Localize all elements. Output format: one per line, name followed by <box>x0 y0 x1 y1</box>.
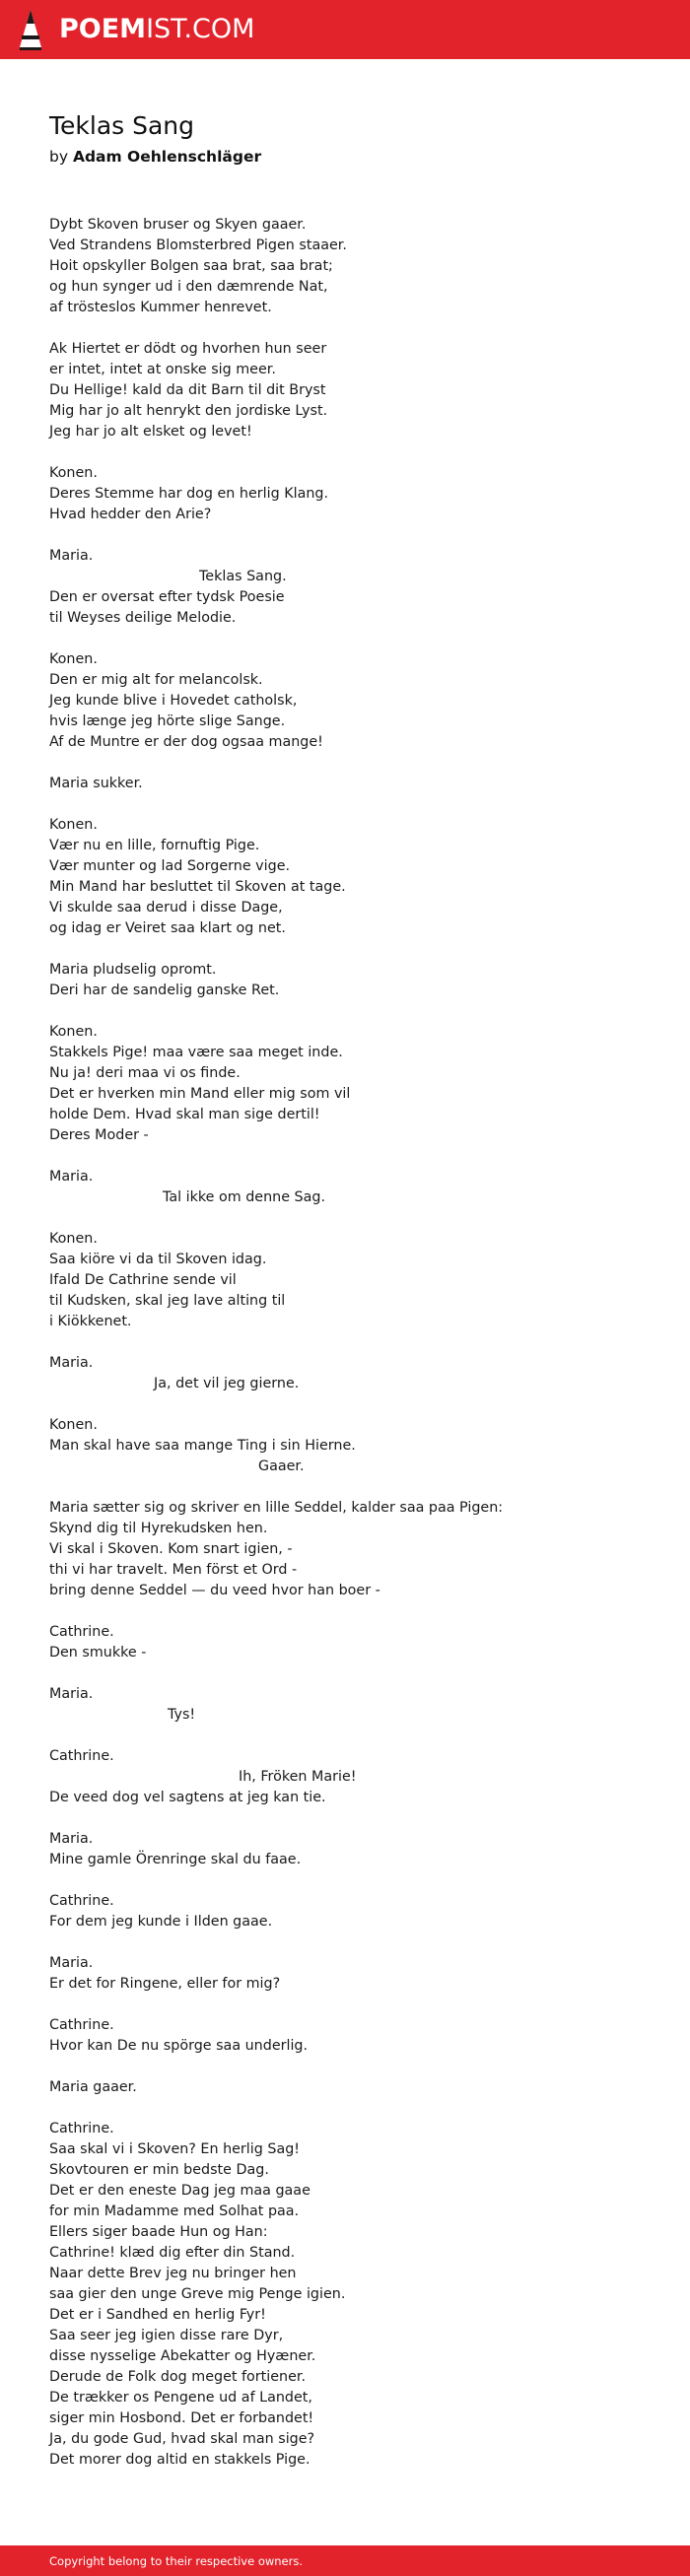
poem-line: Du Hellige! kald da dit Barn til dit Bryst <box>49 382 326 398</box>
poem-line: Skynd dig til Hyrekudsken hen. <box>49 1521 268 1536</box>
stanza <box>49 1167 660 1208</box>
stanza <box>49 774 660 794</box>
poem-line: Saa seer jeg igien disse rare Dyr, <box>49 2328 284 2343</box>
poem-line: Hvad hedder den Arie? <box>49 507 212 522</box>
poem-line: Ifald De Cathrine sende vil <box>49 1272 237 1288</box>
poem-line: disse nysselige Abekatter og Hyæner. <box>49 2348 316 2364</box>
poem-line: Maria. <box>49 1955 94 1971</box>
poem-line: siger min Hosbond. Det er forbandet! <box>49 2410 314 2426</box>
site-footer <box>0 2545 690 2576</box>
poem-line: Nu ja! deri maa vi os finde. <box>49 1065 241 1081</box>
poem-line: Cathrine. <box>49 2017 114 2033</box>
stanza <box>49 2119 660 2471</box>
poem-line: Dybt Skoven bruser og Skyen gaaer. <box>49 217 307 233</box>
poem-line: Maria sukker. <box>49 776 143 791</box>
poem-line: Ellers siger baade Hun og Han: <box>49 2224 268 2240</box>
poem-line: Cathrine. <box>49 1893 114 1909</box>
stanza <box>49 649 660 753</box>
poem-line: Den er oversat efter tydsk Poesie <box>49 589 285 605</box>
poem-line: saa gier den unge Greve mig Penge igien. <box>49 2286 346 2302</box>
poem-line: Den smukke - <box>49 1645 147 1661</box>
poem-line: Er det for Ringene, eller for mig? <box>49 1976 281 1992</box>
poem-line: Derude de Folk dog meget fortiener. <box>49 2369 307 2385</box>
site-header <box>0 0 690 59</box>
poem-body <box>49 215 660 2491</box>
stanza <box>49 1953 660 1995</box>
poem-line: Deri har de sandelig ganske Ret. <box>49 983 280 998</box>
poem-line: i Kiökkenet. <box>49 1314 132 1329</box>
poem-line: Mine gamle Örenringe skal du faae. <box>49 1852 302 1867</box>
poem-line: Man skal have saa mange Ting i sin Hierne. <box>49 1438 356 1454</box>
stanza <box>49 1684 660 1726</box>
stanza <box>49 1829 660 1870</box>
poem-line: Teklas Sang. <box>199 569 287 584</box>
poem-line: Maria. <box>49 1169 94 1185</box>
poem-line: er intet, intet at onske sig meer. <box>49 362 276 377</box>
stanza <box>49 1498 660 1601</box>
brand-bold: POEM <box>59 14 147 44</box>
poem-line: Konen. <box>49 817 98 833</box>
poem-title: Teklas Sang <box>49 111 195 140</box>
poem-line: thi vi har travelt. Men först et Ord - <box>49 1562 298 1578</box>
stanza <box>49 339 660 442</box>
poem-line: Hoit opskyller Bolgen saa brat, saa brat; <box>49 258 333 274</box>
stanza <box>49 1353 660 1394</box>
stanza <box>49 1622 660 1663</box>
poem-line: Konen. <box>49 1417 98 1433</box>
poem-line: Deres Stemme har dog en herlig Klang. <box>49 486 329 502</box>
stanza <box>49 815 660 939</box>
stanza <box>49 215 660 318</box>
poem-line: Af de Muntre er der dog ogsaa mange! <box>49 734 323 750</box>
by-label: by <box>49 148 69 166</box>
poem-line: for min Madamme med Solhat paa. <box>49 2203 300 2219</box>
poem-line: Maria. <box>49 1355 94 1371</box>
poem-line: Konen. <box>49 651 98 667</box>
poem-line: Tys! <box>168 1707 196 1723</box>
poem-line: Det er i Sandhed en herlig Fyr! <box>49 2307 266 2323</box>
poem-line: Skovtouren er min bedste Dag. <box>49 2162 269 2178</box>
poem-line: Det morer dog altid en stakkels Pige. <box>49 2452 310 2468</box>
poem-line: For dem jeg kunde i Ilden gaae. <box>49 1914 273 1930</box>
poem-line: og idag er Veiret saa klart og net. <box>49 920 286 936</box>
poem-line: De veed dog vel sagtens at jeg kan tie. <box>49 1790 326 1805</box>
poem-line: Cathrine. <box>49 1748 114 1764</box>
poem-line: Konen. <box>49 1024 98 1040</box>
poem-line: holde Dem. Hvad skal man sige dertil! <box>49 1107 320 1122</box>
poem-line: Ja, du gode Gud, hvad skal man sige? <box>49 2431 315 2447</box>
poem-line: Min Mand har besluttet til Skoven at tage. <box>49 879 346 895</box>
stanza <box>49 1229 660 1332</box>
poem-line: Maria. <box>49 1686 94 1702</box>
poem-line: Stakkels Pige! maa være saa meget inde. <box>49 1045 343 1060</box>
stanza <box>49 463 660 525</box>
pencil-tip-icon[interactable] <box>18 8 43 51</box>
poem-line: Saa kiöre vi da til Skoven idag. <box>49 1252 267 1267</box>
poem-line: Vær munter og lad Sorgerne vige. <box>49 858 291 874</box>
poem-line: Maria sætter sig og skriver en lille Seddel, kalder saa paa Pigen: <box>49 1500 504 1516</box>
stanza <box>49 1891 660 1932</box>
author-link[interactable]: Adam Oehlenschläger <box>72 148 262 166</box>
poem-line: Den er mig alt for melancolsk. <box>49 672 263 688</box>
poem-line: Cathrine. <box>49 1624 114 1640</box>
poem-byline <box>49 147 261 167</box>
poem-line: af trösteslos Kummer henrevet. <box>49 300 272 315</box>
stanza <box>49 1022 660 1146</box>
poem-line: bring denne Seddel — du veed hvor han boer - <box>49 1583 380 1598</box>
poem-line: Naar dette Brev jeg nu bringer hen <box>49 2266 297 2281</box>
poem-line: Gaaer. <box>258 1458 305 1474</box>
brand-rest: IST.COM <box>146 14 255 44</box>
copyright-notice: Copyright belong to their respective owners. <box>49 2554 304 2568</box>
poem-line: Maria gaaer. <box>49 2079 137 2095</box>
poem-line: Jeg har jo alt elsket og levet! <box>49 424 252 440</box>
poem-line: Ved Strandens Blomsterbred Pigen staaer. <box>49 237 347 253</box>
poem-line: Maria pludselig opromt. <box>49 962 217 978</box>
stanza <box>49 1415 660 1477</box>
poem-line: Cathrine. <box>49 2121 114 2136</box>
poem-line: Maria. <box>49 1831 94 1847</box>
poem-line: Deres Moder - <box>49 1127 149 1143</box>
poem-line: Det er den eneste Dag jeg maa gaae <box>49 2183 310 2199</box>
poem-line: Ja, det vil jeg gierne. <box>154 1376 300 1391</box>
poem-line: Ak Hiertet er dödt og hvorhen hun seer <box>49 341 327 357</box>
site-logo[interactable] <box>59 13 254 46</box>
poem-line: Mig har jo alt henrykt den jordiske Lyst. <box>49 403 328 419</box>
stanza <box>49 960 660 1001</box>
stanza <box>49 546 660 629</box>
poem-line: hvis længe jeg hörte slige Sange. <box>49 713 286 729</box>
poem-line: Ih, Fröken Marie! <box>239 1769 357 1785</box>
poem-line: Jeg kunde blive i Hovedet catholsk, <box>49 693 298 709</box>
stanza <box>49 2077 660 2098</box>
poem-line: Tal ikke om denne Sag. <box>163 1189 326 1205</box>
poem-line: Vi skal i Skoven. Kom snart igien, - <box>49 1541 293 1557</box>
poem-line: Hvor kan De nu spörge saa underlig. <box>49 2038 309 2054</box>
poem-line: Konen. <box>49 465 98 481</box>
poem-line: Maria. <box>49 548 94 564</box>
poem-line: og hun synger ud i den dæmrende Nat, <box>49 279 328 295</box>
stanza <box>49 1746 660 1808</box>
stanza <box>49 2015 660 2057</box>
poem-line: til Kudsken, skal jeg lave alting til <box>49 1293 286 1309</box>
poem-line: De trækker os Pengene ud af Landet, <box>49 2390 312 2406</box>
poem-line: til Weyses deilige Melodie. <box>49 610 237 626</box>
poem-line: Vi skulde saa derud i disse Dage, <box>49 900 283 915</box>
poem-line: Saa skal vi i Skoven? En herlig Sag! <box>49 2141 301 2157</box>
poem-line: Vær nu en lille, fornuftig Pige. <box>49 838 260 853</box>
poem-line: Det er hverken min Mand eller mig som vil <box>49 1086 351 1102</box>
poem-line: Cathrine! klæd dig efter din Stand. <box>49 2245 296 2261</box>
poem-line: Konen. <box>49 1231 98 1247</box>
